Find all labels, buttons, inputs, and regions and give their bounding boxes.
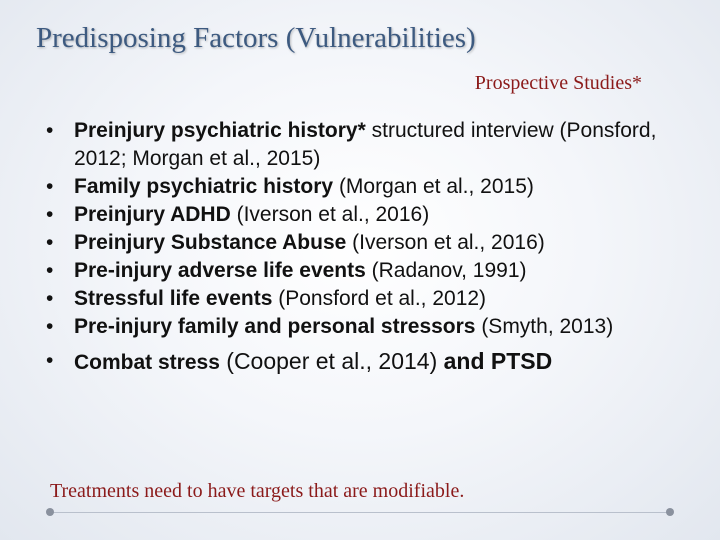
- bullet-item: [46, 347, 686, 377]
- bullet-list: [46, 117, 686, 377]
- slide-subtitle: Prospective Studies*: [474, 72, 642, 94]
- bullet-text: (Morgan et al., 2015): [333, 175, 534, 198]
- slide-footer-note: Treatments need to have targets that are modifiable.: [50, 480, 465, 502]
- bullet-bold-text: Preinjury Substance Abuse: [74, 231, 347, 254]
- bullet-text: (Iverson et al., 2016): [346, 231, 545, 254]
- bullet-bold-text: Preinjury psychiatric history*: [74, 119, 366, 142]
- bullet-marker: •: [46, 231, 54, 254]
- bullet-item: [46, 117, 686, 173]
- bullet-text: (Radanov, 1991): [365, 259, 527, 282]
- slide-title: Predisposing Factors (Vulnerabilities): [36, 22, 476, 54]
- bullet-text: (Cooper et al., 2014): [219, 348, 438, 374]
- bullet-text: (Iverson et al., 2016): [230, 203, 430, 226]
- bullet-bold-text-2: and PTSD: [437, 348, 553, 374]
- bullet-marker: •: [46, 349, 54, 372]
- divider-left-dot: [46, 508, 54, 516]
- bullet-bold-text: Combat stress: [74, 351, 220, 374]
- divider-right-dot: [666, 508, 674, 516]
- bullet-text: structured interview (Ponsford, 2012; Morgan et al., 2015): [74, 119, 657, 170]
- bullet-marker: •: [46, 175, 54, 198]
- bullet-marker: •: [46, 119, 54, 142]
- bullet-marker: •: [46, 203, 54, 226]
- bullet-item: [46, 201, 686, 229]
- bullet-marker: •: [46, 259, 54, 282]
- bullet-text: (Ponsford et al., 2012): [272, 287, 487, 310]
- bullet-bold-text: Pre-injury adverse life events: [74, 259, 366, 282]
- bullet-bold-text: Pre-injury family and personal stressors: [74, 315, 476, 338]
- bullet-item: [46, 257, 686, 285]
- bullet-item: [46, 285, 686, 313]
- bullet-bold-text: Stressful life events: [74, 287, 273, 310]
- bullet-item: [46, 229, 686, 257]
- bullet-text: (Smyth, 2013): [475, 315, 614, 338]
- bullet-item: [46, 313, 686, 341]
- bullet-marker: •: [46, 287, 54, 310]
- bullet-bold-text: Preinjury ADHD: [74, 203, 231, 226]
- bullet-bold-text: Family psychiatric history: [74, 175, 334, 198]
- bullet-marker: •: [46, 315, 54, 338]
- footer-divider: [50, 512, 670, 513]
- bullet-item: [46, 173, 686, 201]
